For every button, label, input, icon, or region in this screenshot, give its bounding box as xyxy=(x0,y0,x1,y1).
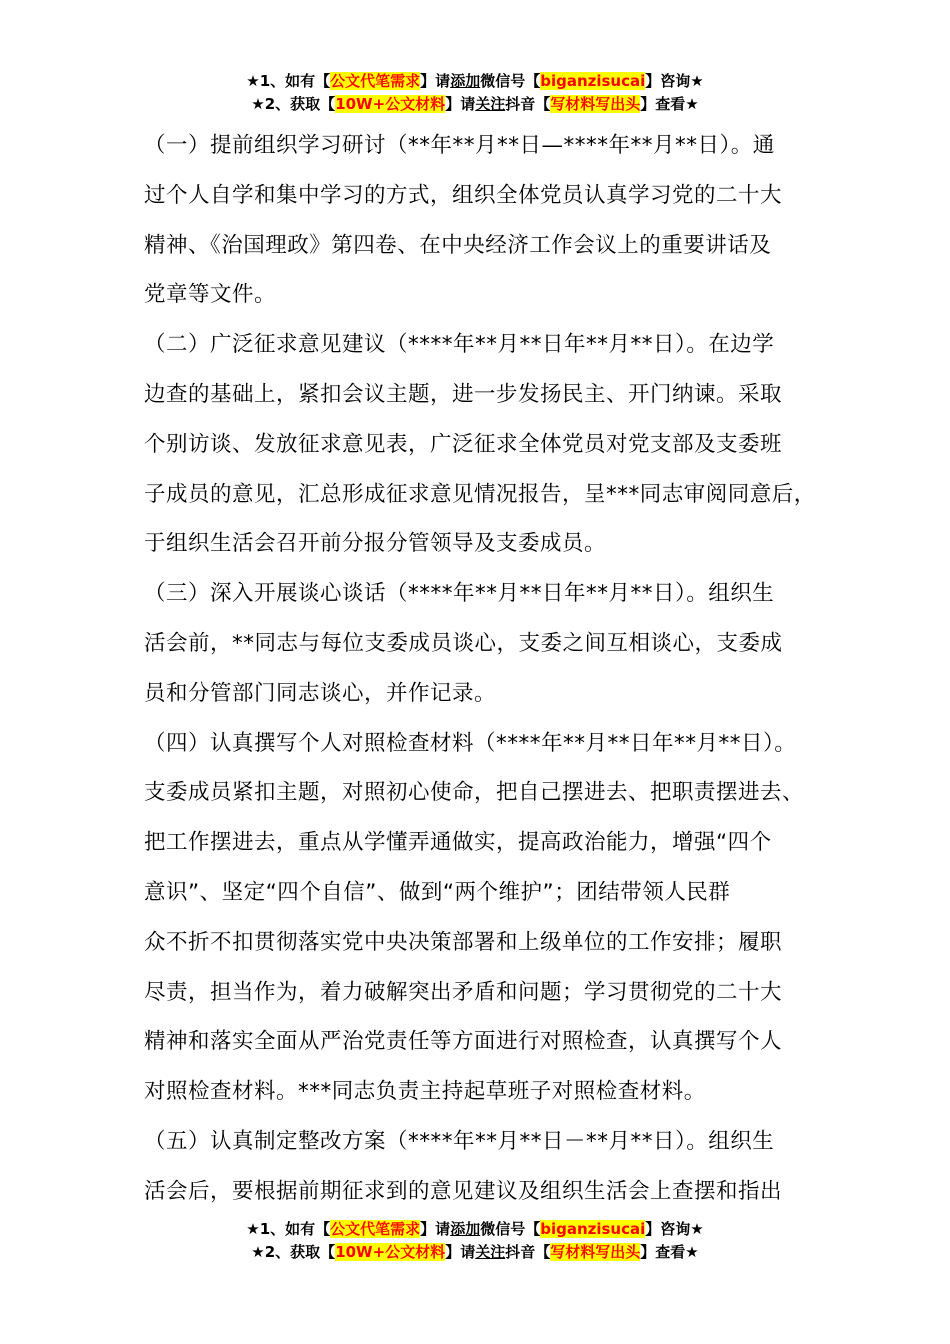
document-body xyxy=(144,121,824,1217)
banner-line-2 xyxy=(0,1241,950,1264)
banner-text: 抖音【 xyxy=(505,1243,551,1261)
top-banner xyxy=(0,70,950,116)
banner-text: ★1、如有【 xyxy=(246,72,331,90)
highlight-materials: 10W+公文材料 xyxy=(335,95,446,113)
paragraph-1 xyxy=(144,121,824,320)
text-line: 子成员的意见，汇总形成征求意见情况报告，呈***同志审阅同意后， xyxy=(144,481,816,507)
text-line: 意识”、坚定“四个自信”、做到“两个维护”；团结带领人民群 xyxy=(144,879,731,905)
text-line: 边查的基础上，紧扣会议主题，进一步发扬民主、开门纳谏。采取 xyxy=(144,381,783,407)
text-line: 支委成员紧扣主题，对照初心使命，把自己摆进去、把职责摆进去、 xyxy=(144,780,805,806)
paragraph-3 xyxy=(144,569,824,718)
underlined-follow: 关注 xyxy=(475,1243,506,1261)
highlight-wechat-id: biganzisucai xyxy=(540,72,646,90)
text-line: 精神和落实全面从严治党责任等方面进行对照检查，认真撰写个人 xyxy=(144,1029,783,1055)
banner-line-1 xyxy=(0,1218,950,1241)
banner-text: 】查看★ xyxy=(640,95,699,113)
underlined-add: 添加 xyxy=(450,1220,481,1238)
underlined-follow: 关注 xyxy=(475,95,506,113)
banner-text: 】咨询★ xyxy=(645,72,704,90)
text-line: （五）认真制定整改方案（****年**月**日－**月**日）。组织生 xyxy=(144,1128,775,1154)
text-line: 于组织生活会召开前分报分管领导及支委成员。 xyxy=(144,531,607,557)
paragraph-2 xyxy=(144,320,824,569)
banner-line-2 xyxy=(0,93,950,116)
banner-text: ★2、获取【 xyxy=(251,1243,336,1261)
text-line: 尽责，担当作为，着力破解突出矛盾和问题；学习贯彻党的二十大 xyxy=(144,979,783,1005)
underlined-add: 添加 xyxy=(450,72,481,90)
text-line: （四）认真撰写个人对照检查材料（****年**月**日年**月**日）。 xyxy=(144,730,797,756)
highlight-douyin-account: 写材料写出头 xyxy=(550,95,641,113)
text-line: 众不折不扣贯彻落实党中央决策部署和上级单位的工作安排；履职 xyxy=(144,929,783,955)
text-line: 过个人自学和集中学习的方式，组织全体党员认真学习党的二十大 xyxy=(144,182,783,208)
paragraph-5 xyxy=(144,1117,824,1217)
highlight-materials: 10W+公文材料 xyxy=(335,1243,446,1261)
text-line: 精神、《治国理政》第四卷、在中央经济工作会议上的重要讲话及 xyxy=(144,232,772,258)
banner-text: 抖音【 xyxy=(505,95,551,113)
text-line: 把工作摆进去，重点从学懂弄通做实，提高政治能力，增强“四个 xyxy=(144,830,772,856)
text-line: （二）广泛征求意见建议（****年**月**日年**月**日）。在边学 xyxy=(144,332,775,358)
banner-text: 微信号【 xyxy=(480,72,541,90)
bottom-banner xyxy=(0,1218,950,1264)
banner-text: 】请 xyxy=(445,1243,476,1261)
text-line: 个别访谈、发放征求意见表，广泛征求全体党员对党支部及支委班 xyxy=(144,431,783,457)
highlight-wechat-id: biganzisucai xyxy=(540,1220,646,1238)
highlight-writing-service: 公文代笔需求 xyxy=(330,1220,421,1238)
text-line: 活会后，要根据前期征求到的意见建议及组织生活会上查摆和指出 xyxy=(144,1178,783,1204)
banner-text: 】请 xyxy=(420,72,451,90)
text-line: 党章等文件。 xyxy=(144,282,277,308)
banner-text: 微信号【 xyxy=(480,1220,541,1238)
text-line: 员和分管部门同志谈心，并作记录。 xyxy=(144,680,497,706)
highlight-douyin-account: 写材料写出头 xyxy=(550,1243,641,1261)
banner-text: 】查看★ xyxy=(640,1243,699,1261)
banner-text: ★1、如有【 xyxy=(246,1220,331,1238)
banner-text: 】请 xyxy=(445,95,476,113)
text-line: （三）深入开展谈心谈话（****年**月**日年**月**日）。组织生 xyxy=(144,581,775,607)
text-line: 对照检查材料。***同志负责主持起草班子对照检查材料。 xyxy=(144,1079,706,1105)
banner-text: 】咨询★ xyxy=(645,1220,704,1238)
highlight-writing-service: 公文代笔需求 xyxy=(330,72,421,90)
text-line: 活会前，**同志与每位支委成员谈心，支委之间互相谈心，支委成 xyxy=(144,630,783,656)
text-line: （一）提前组织学习研讨（**年**月**日—****年**月**日）。通 xyxy=(144,133,775,158)
paragraph-4 xyxy=(144,719,824,1117)
banner-line-1 xyxy=(0,70,950,93)
banner-text: 】请 xyxy=(420,1220,451,1238)
banner-text: ★2、获取【 xyxy=(251,95,336,113)
